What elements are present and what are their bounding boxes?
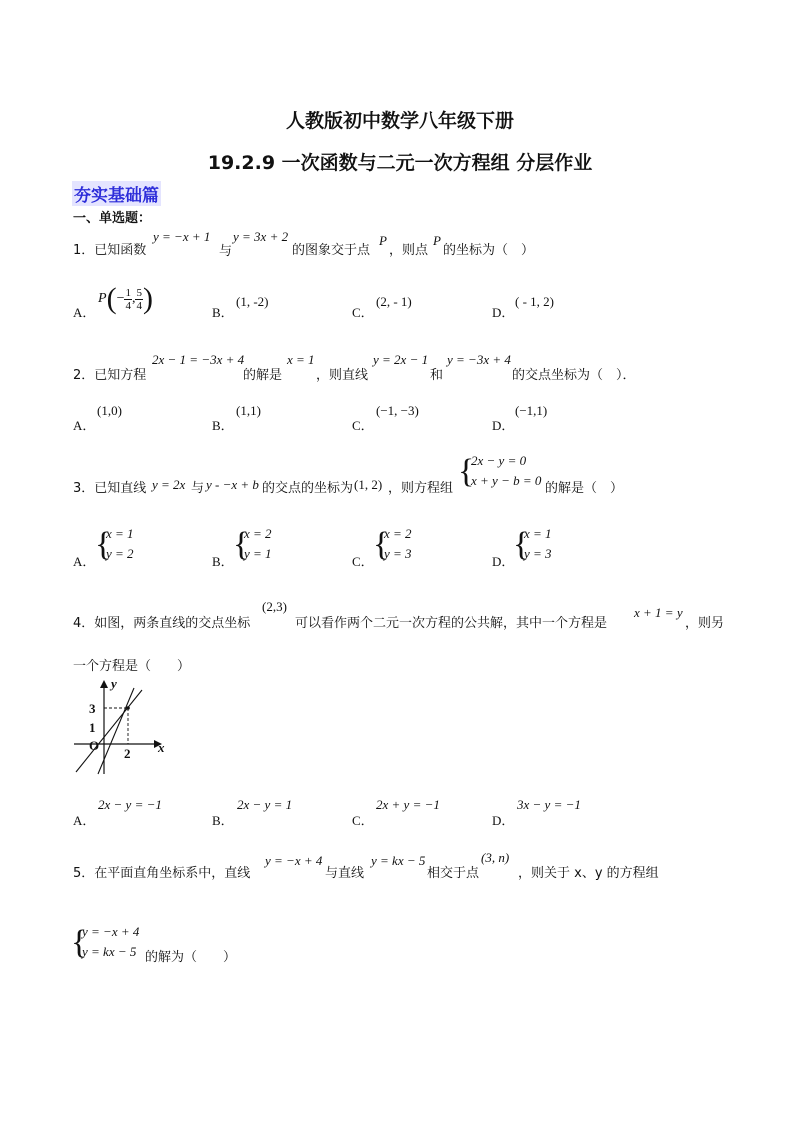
- q1-option-a-label[interactable]: A．: [73, 305, 96, 320]
- section-badge: 夯实基础篇: [72, 181, 161, 206]
- q3-text: ，则方程组: [388, 481, 454, 496]
- graph-tick-y3: 3: [89, 701, 96, 716]
- q2-option-c[interactable]: (−1, −3): [376, 403, 419, 418]
- q2-text: 和: [430, 368, 444, 383]
- q4-option-d[interactable]: 3x − y = −1: [517, 797, 581, 812]
- q4-text: 可以看作两个二元一次方程的公共解，其中一个方程是: [295, 616, 608, 631]
- q5-system-line1: y = −x + 4: [82, 924, 140, 939]
- q1-text: 的图象交于点: [292, 243, 371, 258]
- graph-y-axis-label: y: [111, 676, 117, 691]
- q4-text: ，则另: [685, 616, 725, 631]
- system-brace: {: [95, 526, 112, 563]
- q2-option-d[interactable]: (−1,1): [515, 403, 548, 418]
- fraction: $\frac{1}{4}$: [125, 286, 131, 312]
- q1-option-b[interactable]: (1, -2): [236, 294, 269, 309]
- q1-option-d[interactable]: ( - 1, 2): [515, 294, 554, 309]
- q1-option-d-label[interactable]: D．: [492, 305, 515, 320]
- q3-system-line2: x + y − b = 0: [471, 473, 542, 488]
- q2-text: 的交点坐标为（ ）．: [512, 368, 636, 383]
- q1-point: P: [379, 233, 387, 248]
- graph-tick-y1: 1: [89, 720, 96, 735]
- q3-option-d[interactable]: [524, 524, 552, 564]
- q3-option-d-x: x = 1: [524, 526, 552, 541]
- q2-eq2: x = 1: [287, 352, 315, 367]
- q3-option-d-label[interactable]: D．: [492, 554, 515, 569]
- q3-option-b-label[interactable]: B．: [212, 554, 234, 569]
- system-brace: {: [233, 526, 250, 563]
- q1-text: 与: [219, 244, 233, 259]
- system-brace: {: [458, 453, 475, 490]
- q1-eq1: y = −x + 1: [153, 229, 211, 244]
- q4-point: (2,3): [262, 599, 287, 614]
- q2-option-a-label[interactable]: A．: [73, 418, 96, 433]
- q3-system: [471, 451, 541, 491]
- q1-text: 的坐标为（ ）: [443, 243, 535, 258]
- q2-option-c-label[interactable]: C．: [352, 418, 374, 433]
- section-heading: 一、单选题：: [73, 211, 152, 226]
- q1-option-a[interactable]: P(− $\frac{1}{4}$, $\frac{5}{4}$): [98, 282, 153, 315]
- q3-option-a[interactable]: [106, 524, 134, 564]
- q2-eq4: y = −3x + 4: [447, 352, 511, 367]
- system-brace: {: [373, 526, 390, 563]
- q1-point: P: [433, 233, 441, 248]
- q4-option-d-label[interactable]: D．: [492, 813, 515, 828]
- page-subtitle: 19.2.9 一次函数与二元一次方程组 分层作业: [207, 152, 593, 174]
- q1-option-a-point: P: [98, 291, 107, 307]
- q4-option-c[interactable]: 2x + y = −1: [376, 797, 440, 812]
- q1-option-b-label[interactable]: B．: [212, 305, 234, 320]
- graph-x-axis-label: x: [158, 740, 165, 755]
- graph-origin-label: O: [89, 738, 100, 753]
- q3-option-b[interactable]: [244, 524, 272, 564]
- q3-stem: 3．已知直线: [73, 481, 147, 496]
- q4-option-a[interactable]: 2x − y = −1: [98, 797, 162, 812]
- q2-option-d-label[interactable]: D．: [492, 418, 515, 433]
- q5-system: [82, 922, 139, 962]
- q5-text: 与直线: [325, 866, 365, 881]
- q5-text: 相交于点: [427, 866, 480, 881]
- q1-option-c-label[interactable]: C．: [352, 305, 374, 320]
- q1-text: ，则点: [389, 243, 429, 258]
- q3-text: 与: [191, 481, 205, 496]
- q3-option-a-x: x = 1: [106, 526, 134, 541]
- q5-point: (3, n): [481, 850, 510, 865]
- q3-option-d-y: y = 3: [524, 546, 552, 561]
- q4-text: 一个方程是（ ）: [73, 659, 191, 674]
- q4-stem: 4．如图，两条直线的交点坐标: [73, 616, 251, 631]
- q2-option-a[interactable]: (1,0): [97, 403, 122, 418]
- q4-eq: x + 1 = y: [634, 605, 683, 620]
- system-brace: {: [513, 526, 530, 563]
- q4-option-c-label[interactable]: C．: [352, 813, 374, 828]
- q3-option-c[interactable]: [384, 524, 412, 564]
- q3-point: (1, 2): [354, 477, 383, 492]
- system-brace: {: [71, 924, 88, 961]
- q4-graph: [72, 676, 168, 778]
- q3-text: 的交点的坐标为: [262, 481, 354, 496]
- q2-stem: 2．已知方程: [73, 368, 147, 383]
- q3-option-b-x: x = 2: [244, 526, 272, 541]
- q3-option-c-x: x = 2: [384, 526, 412, 541]
- q3-eq1: y = 2x: [152, 477, 186, 492]
- q3-option-c-label[interactable]: C．: [352, 554, 374, 569]
- q4-option-b-label[interactable]: B．: [212, 813, 234, 828]
- q3-option-b-y: y = 1: [244, 546, 272, 561]
- q5-eq2: y = kx − 5: [371, 853, 426, 868]
- q3-option-c-y: y = 3: [384, 546, 412, 561]
- q3-eq2: y - −x + b: [206, 477, 259, 492]
- q3-text: 的解是（ ）: [545, 481, 624, 496]
- q3-system-line1: 2x − y = 0: [471, 453, 527, 468]
- q2-text: 的解是: [243, 368, 283, 383]
- q5-eq1: y = −x + 4: [265, 853, 323, 868]
- q1-stem: 1．已知函数: [73, 243, 147, 258]
- graph-tick-x2: 2: [124, 746, 131, 761]
- q5-stem: 5．在平面直角坐标系中，直线: [73, 866, 251, 881]
- fraction: $\frac{5}{4}$: [136, 286, 142, 312]
- q2-option-b-label[interactable]: B．: [212, 418, 234, 433]
- q4-option-b[interactable]: 2x − y = 1: [237, 797, 293, 812]
- q5-text: ，则关于 x、y 的方程组: [518, 866, 659, 881]
- q1-option-c[interactable]: (2, - 1): [376, 294, 412, 309]
- q2-text: ，则直线: [316, 368, 369, 383]
- q3-option-a-label[interactable]: A．: [73, 554, 96, 569]
- q5-system-line2: y = kx − 5: [82, 944, 137, 959]
- page-title: 人教版初中数学八年级下册: [285, 110, 514, 132]
- q3-option-a-y: y = 2: [106, 546, 134, 561]
- q2-eq1: 2x − 1 = −3x + 4: [152, 352, 245, 367]
- q1-eq2: y = 3x + 2: [233, 229, 289, 244]
- q2-eq3: y = 2x − 1: [373, 352, 429, 367]
- q4-option-a-label[interactable]: A．: [73, 813, 96, 828]
- q5-text: 的解为（ ）: [145, 950, 237, 965]
- q2-option-b[interactable]: (1,1): [236, 403, 261, 418]
